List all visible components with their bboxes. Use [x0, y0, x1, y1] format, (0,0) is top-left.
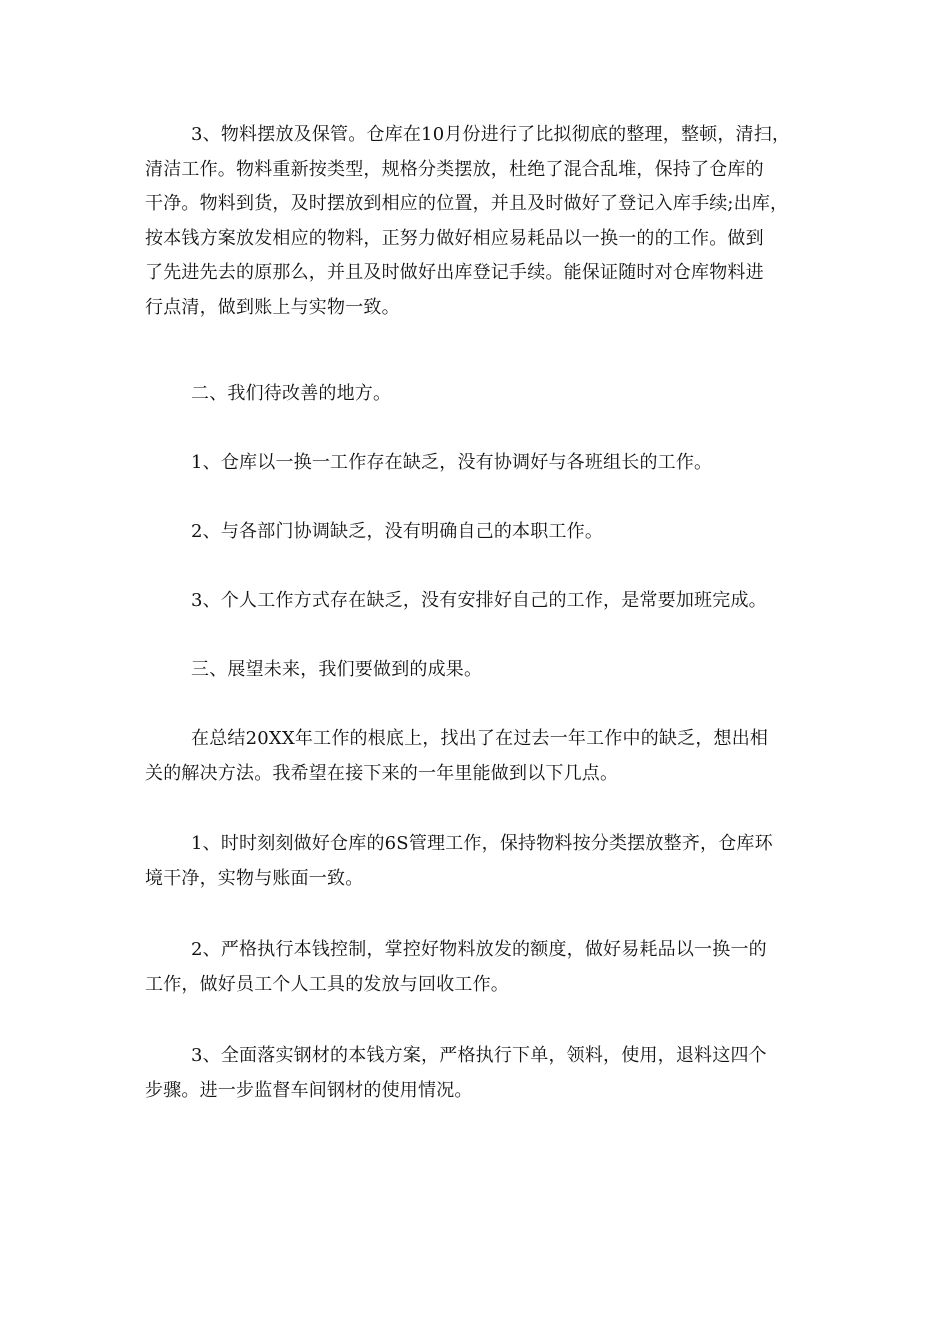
text-line: 3、物料摆放及保管。仓库在10月份进行了比拟彻底的整理，整顿，清扫，	[191, 124, 791, 145]
text-line: 了先进先去的原那么，并且及时做好出库登记手续。能保证随时对仓库物料进	[145, 262, 764, 283]
text-line: 行点清，做到账上与实物一致。	[145, 296, 400, 318]
heading-text: 三、展望未来，我们要做到的成果。	[191, 659, 483, 680]
text-line: 境干净，实物与账面一致。	[145, 867, 364, 889]
heading-text: 二、我们待改善的地方。	[191, 383, 392, 404]
text-line: 清洁工作。物料重新按类型，规格分类摆放，杜绝了混合乱堆，保持了仓库的	[145, 158, 764, 180]
paragraph-summary	[145, 722, 805, 791]
paragraph-goal-3	[145, 1039, 805, 1108]
text-line: 关的解决方法。我希望在接下来的一年里能做到以下几点。	[145, 762, 619, 784]
paragraph-improvement-2	[145, 515, 805, 550]
text-line: 1、时时刻刻做好仓库的6S管理工作，保持物料按分类摆放整齐，仓库环	[191, 833, 773, 854]
text-line: 2、严格执行本钱控制，掌控好物料放发的额度，做好易耗品以一换一的	[191, 939, 767, 960]
text-line: 1、仓库以一换一工作存在缺乏，没有协调好与各班组长的工作。	[191, 452, 713, 473]
section-heading-improvements	[145, 377, 805, 412]
text-line: 在总结20XX年工作的根底上，找出了在过去一年工作中的缺乏，想出相	[191, 728, 769, 749]
text-line: 3、全面落实钢材的本钱方案，严格执行下单，领料，使用，退料这四个	[191, 1045, 767, 1066]
paragraph-improvement-3	[145, 584, 805, 619]
paragraph-materials-storage	[145, 118, 805, 325]
text-line: 2、与各部门协调缺乏，没有明确自己的本职工作。	[191, 521, 604, 542]
paragraph-goal-1	[145, 827, 805, 896]
text-line: 工作，做好员工个人工具的发放与回收工作。	[145, 973, 509, 995]
text-line: 干净。物料到货，及时摆放到相应的位置，并且及时做好了登记入库手续;出库，	[145, 193, 789, 214]
paragraph-improvement-1	[145, 446, 805, 481]
paragraph-goal-2	[145, 933, 805, 1002]
text-line: 按本钱方案放发相应的物料，正努力做好相应易耗品以一换一的的工作。做到	[145, 227, 764, 249]
section-heading-future	[145, 653, 805, 688]
text-line: 3、个人工作方式存在缺乏，没有安排好自己的工作，是常要加班完成。	[191, 590, 767, 611]
text-line: 步骤。进一步监督车间钢材的使用情况。	[145, 1079, 473, 1101]
